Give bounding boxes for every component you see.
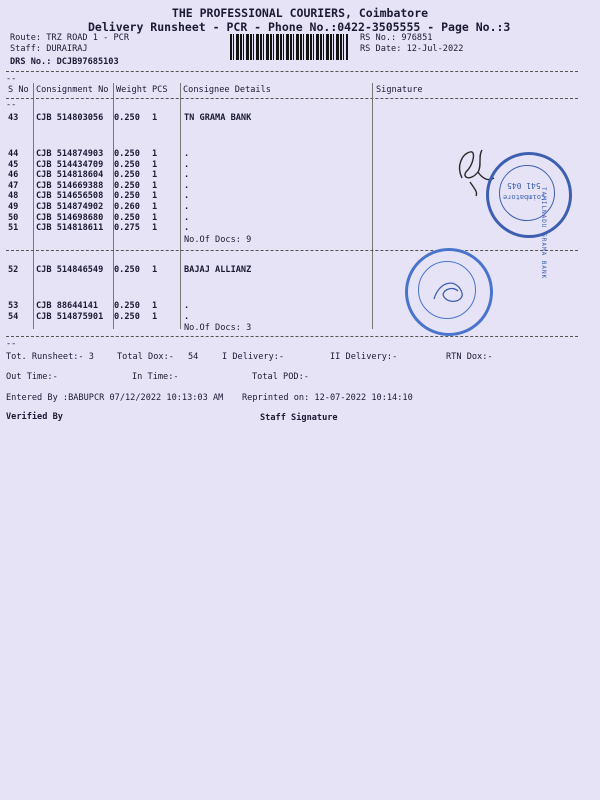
row-cno: CJB 514656508 xyxy=(36,191,104,202)
company-name: THE PROFESSIONAL COURIERS, Coimbatore xyxy=(171,6,429,20)
row-consignee: . xyxy=(184,301,190,311)
col-sno: S No xyxy=(8,85,29,95)
row-pcs: 1 xyxy=(152,212,158,223)
bank-stamp-name: TAMILNADU GRAMA BANK xyxy=(540,187,547,280)
row-weight: 0.250 xyxy=(114,170,140,181)
tot-runsheet: Tot. Runsheet:- 3 xyxy=(6,352,94,362)
row-cno: CJB 514698680 xyxy=(36,212,104,223)
row-sno: 44 xyxy=(8,149,19,159)
entered-by: Entered By :BABUPCR 07/12/2022 10:13:03 AM xyxy=(6,393,224,403)
row-cno: CJB 514669388 xyxy=(36,180,104,191)
total-dox-value: 54 xyxy=(188,352,199,362)
rtn-dox: RTN Dox:- xyxy=(446,352,493,362)
row-weight: 0.250 xyxy=(114,301,140,311)
divider xyxy=(6,250,578,251)
row-consignee: . xyxy=(184,170,190,181)
divider xyxy=(6,98,578,99)
row-pcs: 1 xyxy=(152,180,158,191)
bank-stamp-code: 541 045 xyxy=(507,181,541,190)
bank-stamp-city: Coimbatore xyxy=(503,193,546,201)
row-weight: 0.250 xyxy=(114,113,140,123)
row-pcs: 1 xyxy=(152,301,158,311)
row-pcs: 1 xyxy=(152,223,158,234)
row-cno: CJB 514818611 xyxy=(36,223,104,234)
i-delivery: I Delivery:- xyxy=(222,352,285,362)
row-cno: CJB 514875901 xyxy=(36,311,104,322)
company-stamp xyxy=(405,248,493,336)
row-cno: CJB 514818604 xyxy=(36,170,104,181)
row-cno: CJB 514803056 xyxy=(36,113,104,123)
col-consignee-details: Consignee Details xyxy=(183,85,271,95)
row-pcs: 1 xyxy=(152,202,158,212)
column-divider xyxy=(33,83,34,329)
row-weight: 0.250 xyxy=(114,311,140,322)
row-cno: CJB 88644141 xyxy=(36,301,99,311)
row-cno: CJB 514846549 xyxy=(36,265,104,275)
row-consignee: . xyxy=(184,149,190,159)
row-sno: 47 xyxy=(8,180,19,191)
row-weight: 0.250 xyxy=(114,191,140,202)
row-consignee: . xyxy=(184,191,190,202)
row-consignee: . xyxy=(184,180,190,191)
row-consignee: . xyxy=(184,202,190,212)
row-sno: 43 xyxy=(8,113,19,123)
row-consignee: . xyxy=(184,212,190,223)
row-consignee: . xyxy=(184,311,190,322)
bank-stamp xyxy=(486,152,572,280)
out-time: Out Time:- xyxy=(6,372,58,382)
divider-mark: -- xyxy=(6,339,17,349)
row-consignee: TN GRAMA BANK xyxy=(184,113,252,123)
column-divider xyxy=(372,83,373,329)
row-pcs: 1 xyxy=(152,159,158,170)
reprinted-on: Reprinted on: 12-07-2022 10:14:10 xyxy=(242,393,413,403)
row-sno: 51 xyxy=(8,223,19,234)
row-weight: 0.250 xyxy=(114,180,140,191)
row-weight: 0.260 xyxy=(114,202,140,212)
row-sno: 50 xyxy=(8,212,19,223)
row-pcs: 1 xyxy=(152,149,158,159)
total-dox-label: Total Dox:- xyxy=(117,352,174,362)
runsheet-title: Delivery Runsheet - PCR - Phone No.:0422-3505555 - Page No.:3 xyxy=(88,20,511,34)
row-consignee: . xyxy=(184,223,190,234)
route: Route: TRZ ROAD 1 - PCR xyxy=(10,33,129,43)
rs-number: RS No.: 976851 xyxy=(360,33,433,43)
divider xyxy=(6,71,578,72)
row-consignee: BAJAJ ALLIANZ xyxy=(184,265,252,275)
row-cno: CJB 514434709 xyxy=(36,159,104,170)
row-weight: 0.250 xyxy=(114,212,140,223)
in-time: In Time:- xyxy=(132,372,179,382)
row-weight: 0.275 xyxy=(114,223,140,234)
row-cno: CJB 514874903 xyxy=(36,149,104,159)
verified-by: Verified By xyxy=(6,412,63,422)
staff-signature: Staff Signature xyxy=(260,413,338,423)
docs-count: No.Of Docs: 9 xyxy=(184,234,252,245)
row-sno: 54 xyxy=(8,311,19,322)
row-consignee: . xyxy=(184,159,190,170)
row-sno: 53 xyxy=(8,301,19,311)
row-pcs: 1 xyxy=(152,265,158,275)
barcode xyxy=(230,34,348,60)
row-pcs: 1 xyxy=(152,191,158,202)
rs-date: RS Date: 12-Jul-2022 xyxy=(360,44,464,54)
col-pcs: PCS xyxy=(152,85,168,95)
row-weight: 0.250 xyxy=(114,149,140,159)
row-pcs: 1 xyxy=(152,311,158,322)
docs-count: No.Of Docs: 3 xyxy=(184,323,252,334)
row-sno: 48 xyxy=(8,191,19,202)
row-pcs: 1 xyxy=(152,170,158,181)
total-pod: Total POD:- xyxy=(252,372,309,382)
row-cno: CJB 514874902 xyxy=(36,202,104,212)
drs-number: DRS No.: DCJB97685103 xyxy=(10,57,119,67)
col-consignment-no: Consignment No xyxy=(36,85,109,95)
row-weight: 0.250 xyxy=(114,265,140,275)
divider-mark: -- xyxy=(6,100,17,110)
row-sno: 49 xyxy=(8,202,19,212)
column-divider xyxy=(180,83,181,329)
row-sno: 46 xyxy=(8,170,19,181)
col-signature: Signature xyxy=(376,85,423,95)
staff: Staff: DURAIRAJ xyxy=(10,44,88,54)
ii-delivery: II Delivery:- xyxy=(330,352,398,362)
divider-mark: -- xyxy=(6,74,17,84)
col-weight: Weight xyxy=(116,85,148,95)
row-sno: 45 xyxy=(8,159,19,170)
row-sno: 52 xyxy=(8,265,19,275)
divider xyxy=(6,336,578,337)
row-weight: 0.250 xyxy=(114,159,140,170)
row-pcs: 1 xyxy=(152,113,158,123)
